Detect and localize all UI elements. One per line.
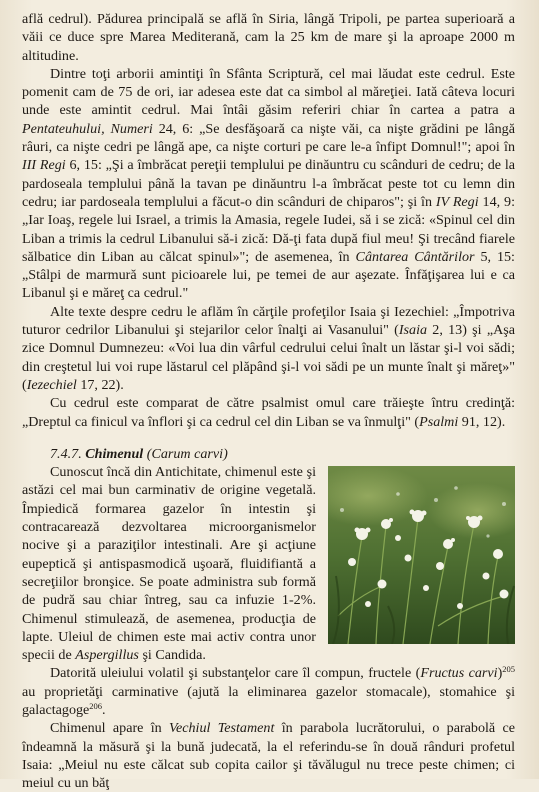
section-latin-name: Carum carvi — [151, 445, 224, 462]
paragraph-caraway-fruits: Datorită uleiului volatil şi substanţelor care îl compun, fructele (Fructus carvi)$^{205}$ au proprietăţi carminative (ajută la eliminarea gazelor stomacale), stomahice şi galactagoge$^{206}$. — [22, 664, 516, 718]
paragraph-caraway-properties: Cunoscut încă din Antichitate, chimenul este şi astăzi cel mai bun carminativ de origine vegetală. Împiedică formarea gazelor în intestin şi contracarează dezvoltarea microorganismelor nocive şi a paraziţilor intestinali. Are şi acţiune eupeptică şi antispasmodică uşoară, fluidifiantă a secreţiilor bronşice. Se poate administra sub formă de pudră sau chiar întreg, sau ca infuzie 1-2%. Chimenul stimulează, de asemenea, producţia de lapte. Uleiul de chimen este mai activ contra unor specii de Aspergillus şi Candida. — [22, 464, 316, 664]
book-reference: Psalmi — [419, 413, 459, 430]
caraway-plant-photo — [328, 466, 515, 644]
book-reference: Cântarea Cântărilor — [355, 248, 475, 265]
paragraph-cedar-location: află cedrul). Pădurea principală se află în Siria, lângă Tripoli, pe partea superioară a văii ce duce spre Marea Mediterană, cam la 25 km de mare şi la aproape 2000 m altitudine. — [22, 11, 515, 64]
paragraph-cedar-psalmist: Cu cedrul este comparat de către psalmist omul care trăieşte întru credinţă: „Dreptul ca finicul va înflori şi ca cedrul cel din Liban se va înmulţi" (Psalmi 91, 12). — [22, 395, 515, 430]
book-reference: IV Regi — [435, 193, 479, 210]
section-title: Chimenul — [85, 445, 144, 462]
footnote-ref[interactable]: 206 — [89, 700, 103, 711]
book-reference: III Regi — [22, 157, 66, 174]
paragraph-cedar-prophets: Alte texte despre cedru le aflăm în cărţile profeţilor Isaia şi Iezechiel: „Împotriva tuturor cedrilor Libanului şi stejarilor celor înalţi ai Vasanului" (Isaia 2, 13) şi „Aşa zice Domnul Dumnezeu: «Voi lua din vârful cedrului celui înalt un lăstar şi-l voi sădi; din creştetul lui voi rupe lăstarul cel plăpând şi-l voi sădi pe un munte înalt şi măreţ»" (Iezechiel 17, 22). — [22, 303, 516, 393]
book-reference: Iezechiel — [26, 376, 77, 393]
latin-term: Fructus carvi — [420, 665, 498, 682]
section-number: 7.4.7. — [50, 445, 82, 462]
section-heading: 7.4.7. Chimenul (Carum carvi) — [50, 445, 228, 462]
footnote-ref[interactable]: 205 — [502, 664, 516, 675]
paragraph-caraway-bible: Chimenul apare în Vechiul Testament în parabola lucrătorului, o parabolă ce îndeamnă la măsură şi la bună judecată, la el referindu-se în două rânduri profetul Isaia: „Meiul nu este călcat sub copita cailor şi tăvălugul nu trece peste chimen; ci meiul cu un băţ — [22, 720, 515, 792]
book-reference: Vechiul Testament — [168, 720, 275, 737]
book-reference: Isaia — [398, 322, 428, 339]
genus-name: Aspergillus — [75, 647, 139, 664]
book-reference: Pentateuhului, Numeri — [22, 120, 153, 137]
paragraph-cedar-scripture: Dintre toţi arborii amintiţi în Sfânta Scriptură, cel mai lăudat este cedrul. Este pomenit cam de 75 de ori, iar adesea este dat ca simbol al măreţiei. Iată câteva locuri unde este amintit cedrul. Mai întâi găsim referiri chiar în cartea a patra a Pentateuhului, Numeri 24, 6: „Se desfăşoară ca nişte văi, ca nişte grădini pe lângă râuri, ca nişte cedri pe lângă ape, ca nişte corturi pe care le-a înfipt Domnul!"; apoi în III Regi 6, 15: „Şi a îmbrăcat pereţii templului pe dinăuntru cu scânduri de cedru; de la pardoseala templului până la tavan pe dinăuntru l-a îmbrăcat peste tot cu lemn din cedru; iar pardoseala templului a făcut-o din scânduri de chiparos"; şi în IV Regi 14, 9: „Iar Ioaş, regele lui Israel, a trimis la Amasia, regele Iudei, să i se zică: «Spinul cel din Liban a trimis la cedrul Libanului să-i zică: Dă-ţi fata după fiul meu! Şi trecând fiarele sălbatice din Liban au călcat spinul»"; de asemenea, în Cântarea Cântărilor 5, 15: „Stâlpi de marmură sunt picioarele lui, pe temei de aur aşezate. Înfăţişarea lui e ca Libanul şi e măreţ ca cedrul." — [22, 65, 515, 302]
